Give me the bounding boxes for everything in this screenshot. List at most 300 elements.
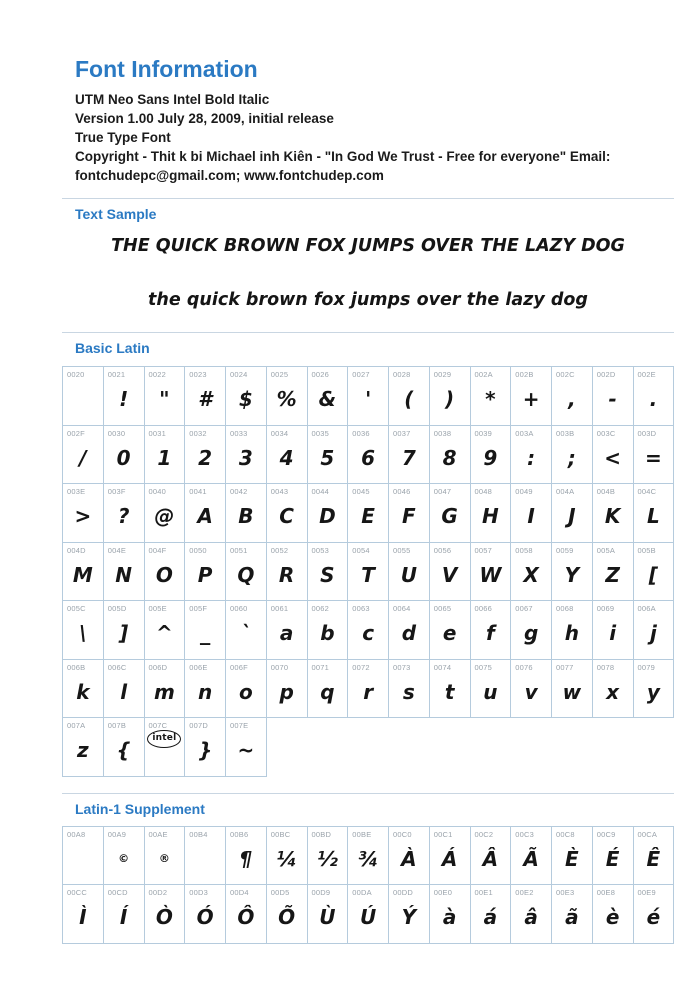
codepoint-label: 0073: [393, 662, 411, 672]
glyph-cell: [347, 366, 389, 426]
glyph: È: [565, 846, 579, 871]
glyph-cell: [592, 542, 634, 602]
glyph-cell: [347, 826, 389, 886]
glyph-cell: [510, 542, 552, 602]
codepoint-label: 0056: [433, 545, 452, 555]
glyph-cell: [144, 884, 186, 944]
glyph-cell: [103, 826, 145, 886]
glyph-cell: [144, 600, 186, 660]
glyph-cell: [470, 425, 512, 485]
glyph: o: [239, 679, 253, 704]
glyph: I: [527, 504, 535, 529]
codepoint-label: 004E: [107, 545, 127, 555]
codepoint-label: 00D4: [230, 888, 249, 897]
basic-latin-heading: Basic Latin: [75, 340, 150, 356]
section-divider: [62, 332, 674, 333]
glyph: r: [363, 679, 374, 704]
codepoint-label: 00CD: [107, 888, 128, 897]
codepoint-label: 0071: [311, 662, 329, 672]
codepoint-label: 004A: [556, 487, 575, 496]
glyph-cell: [388, 366, 430, 426]
font-info-block: [75, 90, 674, 185]
glyph-cell: [307, 366, 349, 426]
codepoint-label: 0049: [515, 487, 533, 496]
glyph: M: [72, 562, 93, 587]
codepoint-label: 0047: [433, 487, 452, 496]
glyph-cell: [551, 884, 593, 944]
glyph: f: [486, 621, 495, 646]
codepoint-label: 0029: [433, 370, 452, 379]
sample-text-lowercase: the quick brown fox jumps over the lazy dog: [148, 290, 588, 310]
glyph-cell: [633, 366, 675, 426]
glyph-cell: [592, 600, 634, 660]
glyph-row: [63, 543, 674, 602]
codepoint-label: 006D: [148, 662, 168, 672]
sample-text-uppercase: THE QUICK BROWN FOX JUMPS OVER THE LAZY DOG: [111, 236, 625, 256]
glyph-cell: [103, 366, 145, 426]
glyph-cell: [103, 659, 145, 719]
codepoint-label: 0050: [189, 545, 207, 555]
glyph: 1: [157, 445, 172, 470]
font-name: UTM Neo Sans Intel Bold Italic: [75, 92, 270, 107]
glyph: X: [523, 562, 539, 587]
glyph: B: [238, 504, 254, 529]
glyph: i: [609, 621, 617, 646]
glyph-cell: [551, 600, 593, 660]
glyph-cell: [62, 425, 104, 485]
glyph-cell: [266, 366, 308, 426]
glyph-cell: [551, 542, 593, 602]
codepoint-label: 0065: [433, 604, 452, 613]
codepoint-label: 0041: [189, 487, 207, 496]
glyph-cell: [62, 717, 104, 777]
glyph-row: [63, 601, 674, 660]
glyph: Í: [119, 905, 128, 930]
codepoint-label: 005E: [148, 604, 167, 613]
glyph: Ì: [79, 905, 87, 930]
codepoint-label: 006E: [189, 662, 208, 672]
codepoint-label: 004F: [148, 545, 167, 555]
codepoint-label: 00D9: [311, 888, 331, 897]
glyph-cell: [510, 659, 552, 719]
glyph: \: [79, 621, 87, 646]
glyph-cell: [470, 659, 512, 719]
glyph: 3: [238, 445, 253, 470]
glyph-cell: [225, 483, 267, 543]
glyph: R: [278, 562, 295, 587]
glyph-cell: [347, 483, 389, 543]
glyph-cell: [551, 659, 593, 719]
codepoint-label: 0077: [556, 662, 574, 672]
glyph: A: [197, 504, 213, 529]
codepoint-label: 006A: [637, 604, 656, 613]
codepoint-label: 007A: [67, 721, 86, 730]
codepoint-label: 00B4: [189, 829, 208, 839]
glyph-cell: [62, 826, 104, 886]
glyph-cell: [62, 366, 104, 426]
glyph: ^: [155, 621, 173, 646]
glyph: e: [442, 621, 457, 646]
glyph: F: [402, 504, 416, 529]
glyph-cell: [184, 826, 226, 886]
codepoint-label: 0036: [352, 428, 370, 438]
codepoint-label: 0025: [270, 370, 289, 379]
glyph: G: [441, 504, 458, 529]
glyph-cell: [388, 542, 430, 602]
glyph-cell: [144, 717, 186, 777]
glyph-cell: [225, 659, 267, 719]
glyph-cell: [510, 600, 552, 660]
codepoint-label: 002B: [515, 370, 534, 379]
latin1-supplement-heading: Latin-1 Supplement: [75, 800, 205, 817]
codepoint-label: 00D5: [270, 888, 290, 897]
codepoint-label: 0079: [637, 662, 655, 672]
glyph-cell: [510, 884, 552, 944]
glyph-cell: [429, 366, 471, 426]
glyph-cell: [184, 717, 226, 777]
codepoint-label: 004C: [637, 487, 657, 496]
codepoint-label: 0028: [393, 370, 411, 379]
glyph-cell: [429, 826, 471, 886]
glyph-cell: [307, 826, 349, 886]
glyph: 6: [361, 445, 376, 470]
glyph-cell: [510, 483, 552, 543]
glyph-cell: [307, 483, 349, 543]
glyph-cell: [266, 826, 308, 886]
glyph: t: [444, 679, 455, 704]
glyph: Ù: [319, 905, 336, 930]
codepoint-label: 006F: [230, 662, 248, 672]
glyph-cell: [429, 542, 471, 602]
glyph: a: [279, 621, 294, 646]
codepoint-label: 00E3: [556, 888, 575, 897]
glyph: [: [648, 562, 658, 587]
glyph-cell: [62, 542, 104, 602]
glyph-cell: [62, 659, 104, 719]
glyph: N: [115, 562, 132, 587]
glyph-cell: [633, 659, 675, 719]
codepoint-label: 0038: [433, 428, 452, 438]
glyph: 8: [442, 445, 457, 470]
glyph: :: [527, 445, 536, 470]
codepoint-label: 0035: [311, 428, 329, 438]
section-divider: [62, 793, 674, 794]
glyph-row: [63, 426, 674, 485]
codepoint-label: 00E1: [474, 888, 493, 897]
glyph: Ý: [401, 905, 417, 930]
glyph-cell: [184, 483, 226, 543]
glyph-cell: [592, 425, 634, 485]
glyph-row: [63, 885, 674, 944]
codepoint-label: 00C9: [596, 829, 616, 839]
glyph-cell: [510, 425, 552, 485]
codepoint-label: 0033: [230, 428, 248, 438]
glyph: {: [116, 738, 131, 763]
glyph-cell: [347, 425, 389, 485]
codepoint-label: 0039: [474, 428, 492, 438]
glyph: O: [155, 562, 173, 587]
glyph-cell: [307, 600, 349, 660]
codepoint-label: 0067: [515, 604, 533, 613]
glyph-cell: [144, 366, 186, 426]
codepoint-label: 003E: [67, 487, 86, 496]
codepoint-label: 00BC: [270, 829, 291, 839]
text-sample-heading: Text Sample: [75, 206, 157, 222]
codepoint-label: 007C: [148, 721, 168, 730]
glyph: ~: [237, 738, 255, 763]
codepoint-label: 0032: [189, 428, 207, 438]
codepoint-label: 0045: [352, 487, 370, 496]
glyph-cell: [266, 425, 308, 485]
codepoint-label: 0024: [230, 370, 248, 379]
codepoint-label: 006B: [67, 662, 86, 672]
glyph: À: [401, 846, 417, 871]
codepoint-label: 002D: [596, 370, 616, 379]
glyph: 9: [483, 445, 498, 470]
glyph-cell: [225, 717, 267, 777]
codepoint-label: 00BD: [311, 829, 332, 839]
codepoint-label: 00C1: [433, 829, 453, 839]
codepoint-label: 0048: [474, 487, 492, 496]
glyph: ¼: [276, 846, 297, 871]
codepoint-label: 0034: [270, 428, 289, 438]
glyph: p: [279, 679, 294, 704]
glyph-cell: [592, 659, 634, 719]
font-type: True Type Font: [75, 130, 171, 145]
glyph: $: [238, 387, 253, 412]
glyph: 5: [320, 445, 335, 470]
codepoint-label: 004D: [67, 545, 86, 555]
codepoint-label: 002F: [67, 428, 85, 438]
glyph-cell: [633, 884, 675, 944]
glyph-cell: [266, 600, 308, 660]
glyph-cell: [347, 542, 389, 602]
glyph-cell: [388, 826, 430, 886]
glyph-row: [63, 718, 674, 777]
codepoint-label: 004B: [596, 487, 616, 496]
glyph: (: [404, 387, 414, 412]
glyph-cell: [551, 826, 593, 886]
glyph: Ã: [523, 846, 539, 871]
glyph-cell: [184, 366, 226, 426]
glyph-cell: [266, 542, 308, 602]
glyph-cell: [347, 884, 389, 944]
codepoint-label: 0044: [311, 487, 329, 496]
glyph: é: [646, 905, 661, 930]
codepoint-label: 0043: [270, 487, 289, 496]
glyph: Ô: [237, 905, 255, 930]
glyph-cell: [633, 483, 675, 543]
codepoint-label: 002A: [474, 370, 493, 379]
codepoint-label: 00E0: [433, 888, 453, 897]
glyph: 7: [401, 445, 416, 470]
glyph: Ó: [196, 905, 214, 930]
codepoint-label: 0057: [474, 545, 492, 555]
glyph-cell: [184, 542, 226, 602]
glyph: n: [198, 679, 213, 704]
codepoint-label: 0026: [311, 370, 329, 379]
glyph: Ò: [155, 905, 173, 930]
glyph-cell: [62, 483, 104, 543]
glyph-cell: [144, 659, 186, 719]
glyph-cell: [307, 542, 349, 602]
glyph-cell: [144, 483, 186, 543]
glyph: ]: [119, 621, 129, 646]
glyph-row: [63, 484, 674, 543]
glyph: `: [240, 621, 251, 646]
codepoint-label: 0070: [270, 662, 289, 672]
glyph-cell: [266, 884, 308, 944]
glyph-cell: [429, 884, 471, 944]
codepoint-label: 007B: [107, 721, 127, 730]
codepoint-label: 0046: [393, 487, 411, 496]
glyph: l: [120, 679, 128, 704]
glyph-cell: [388, 600, 430, 660]
page-title: Font Information: [75, 56, 258, 82]
codepoint-label: 0052: [270, 545, 289, 555]
codepoint-label: 00E8: [596, 888, 616, 897]
glyph-cell: [144, 542, 186, 602]
glyph-cell: [510, 826, 552, 886]
glyph-cell: [347, 659, 389, 719]
codepoint-label: 0058: [515, 545, 533, 555]
codepoint-label: 0021: [107, 370, 126, 379]
glyph: s: [402, 679, 415, 704]
glyph: ): [445, 387, 455, 412]
glyph: d: [401, 621, 417, 646]
glyph: ®: [158, 852, 170, 866]
glyph-cell: [184, 425, 226, 485]
codepoint-label: 0022: [148, 370, 166, 379]
codepoint-label: 00E2: [515, 888, 534, 897]
glyph-cell: [551, 483, 593, 543]
codepoint-label: 003B: [556, 428, 575, 438]
glyph: ,: [568, 387, 576, 412]
glyph-cell: [470, 483, 512, 543]
codepoint-label: 0068: [556, 604, 574, 613]
glyph: h: [564, 621, 579, 646]
glyph: k: [76, 679, 90, 704]
glyph: b: [320, 621, 335, 646]
codepoint-label: 00B6: [230, 829, 249, 839]
glyph-cell: [225, 542, 267, 602]
codepoint-label: 003F: [107, 487, 126, 496]
glyph: _: [200, 621, 211, 646]
glyph: C: [279, 504, 294, 529]
glyph: ?: [117, 504, 130, 529]
intel-logo: intel: [147, 730, 181, 748]
glyph-cell: [429, 600, 471, 660]
glyph-cell: [592, 826, 634, 886]
glyph-cell: [347, 600, 389, 660]
glyph-cell: [184, 659, 226, 719]
glyph-cell: [429, 659, 471, 719]
glyph: <: [604, 445, 621, 470]
codepoint-label: 003A: [515, 428, 534, 438]
codepoint-label: 003C: [596, 428, 616, 438]
glyph: g: [523, 621, 539, 646]
glyph-row: [63, 660, 674, 719]
glyph-cell: [510, 366, 552, 426]
glyph: Q: [237, 562, 255, 587]
glyph: Z: [605, 562, 620, 587]
glyph: #: [198, 387, 213, 412]
basic-latin-glyph-table: [63, 367, 674, 777]
codepoint-label: 00C0: [393, 829, 412, 839]
glyph: j: [649, 621, 657, 646]
glyph: Ú: [360, 905, 377, 930]
glyph: J: [568, 504, 576, 529]
glyph-cell: [103, 884, 145, 944]
glyph: E: [361, 504, 375, 529]
glyph-cell: [103, 542, 145, 602]
section-divider: [62, 198, 674, 199]
glyph-cell: [266, 483, 308, 543]
codepoint-label: 0027: [352, 370, 370, 379]
glyph: Á: [441, 846, 458, 871]
glyph: =: [644, 445, 662, 470]
glyph-cell: [144, 826, 186, 886]
codepoint-label: 0066: [474, 604, 492, 613]
glyph: H: [482, 504, 499, 529]
glyph-cell: [470, 884, 512, 944]
codepoint-label: 00DA: [352, 888, 372, 897]
codepoint-label: 0076: [515, 662, 533, 672]
glyph: V: [441, 562, 458, 587]
glyph: Ê: [646, 846, 661, 871]
glyph-cell: [592, 366, 634, 426]
glyph-cell: [103, 425, 145, 485]
glyph-cell: [633, 425, 675, 485]
glyph-cell: [225, 425, 267, 485]
glyph: ¶: [239, 846, 253, 871]
glyph: q: [320, 679, 335, 704]
glyph: /: [79, 445, 87, 470]
codepoint-label: 0040: [148, 487, 166, 496]
glyph: S: [320, 562, 335, 587]
glyph-cell: [470, 600, 512, 660]
codepoint-label: 006C: [107, 662, 127, 672]
glyph: ": [159, 387, 170, 412]
codepoint-label: 0020: [67, 370, 85, 379]
glyph: +: [522, 387, 540, 412]
glyph: ©: [118, 852, 130, 866]
codepoint-label: 0059: [556, 545, 574, 555]
glyph: }: [198, 738, 213, 763]
glyph-row: [63, 827, 674, 886]
glyph: >: [74, 504, 92, 529]
glyph-cell: [592, 483, 634, 543]
glyph: â: [524, 905, 538, 930]
codepoint-label: 0053: [311, 545, 329, 555]
codepoint-label: 0061: [270, 604, 289, 613]
glyph-cell: [307, 884, 349, 944]
codepoint-label: 005D: [107, 604, 127, 613]
glyph-cell: [429, 483, 471, 543]
glyph-cell: [470, 826, 512, 886]
codepoint-label: 0078: [596, 662, 615, 672]
glyph-cell: [388, 425, 430, 485]
glyph: %: [276, 387, 297, 412]
glyph-cell: [225, 826, 267, 886]
glyph: u: [483, 679, 498, 704]
glyph: à: [442, 905, 457, 930]
glyph: D: [319, 504, 336, 529]
glyph-cell: [388, 884, 430, 944]
glyph: è: [605, 905, 620, 930]
glyph-cell: [184, 884, 226, 944]
glyph: ': [365, 387, 372, 412]
